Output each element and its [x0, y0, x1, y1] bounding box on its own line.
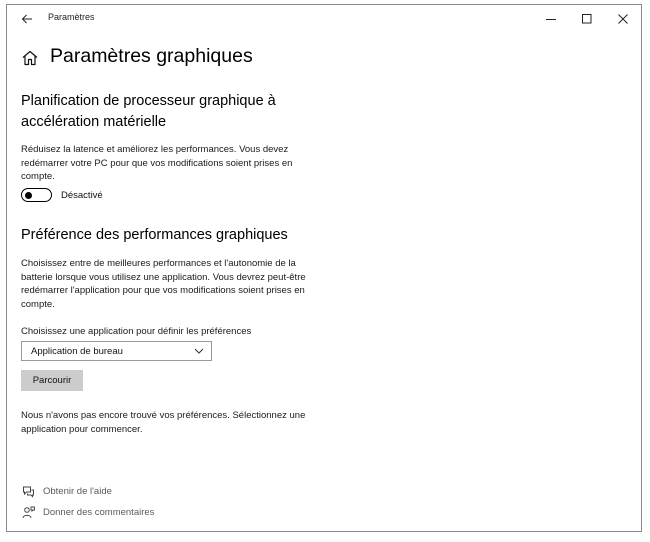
gpu-scheduling-heading: Planification de processeur graphique à accélération matérielle	[21, 93, 276, 130]
toggle-knob	[25, 192, 32, 199]
close-button[interactable]	[605, 5, 641, 32]
no-preferences-message: Nous n'avons pas encore trouvé vos préférences. Sélectionnez une application pour commencer.	[21, 410, 306, 435]
maximize-button[interactable]	[569, 5, 605, 32]
app-select-label: Choisissez une application pour définir les préférences	[21, 326, 252, 337]
gpu-scheduling-toggle-label: Désactivé	[61, 189, 103, 201]
home-icon[interactable]	[21, 49, 39, 67]
help-link-text: Obtenir de l'aide	[43, 485, 112, 497]
person-feedback-icon	[21, 505, 35, 519]
maximize-icon	[582, 14, 592, 24]
gpu-scheduling-toggle-row	[21, 187, 103, 203]
app-type-select[interactable]	[21, 341, 212, 361]
page-title: Paramètres graphiques	[50, 45, 253, 67]
graphics-preference-heading: Préférence des performances graphiques	[21, 227, 288, 243]
gpu-scheduling-toggle[interactable]	[21, 188, 52, 202]
window-title: Paramètres	[48, 12, 95, 22]
settings-window	[6, 4, 642, 532]
minimize-button[interactable]	[533, 5, 569, 32]
feedback-link[interactable]	[21, 504, 221, 520]
minimize-icon	[546, 14, 556, 24]
feedback-link-text: Donner des commentaires	[43, 506, 155, 518]
page-header	[21, 41, 421, 81]
close-icon	[618, 14, 628, 24]
chevron-down-icon	[194, 347, 204, 355]
help-link[interactable]	[21, 483, 221, 499]
chat-help-icon	[21, 484, 35, 498]
title-bar	[7, 5, 641, 32]
back-button[interactable]	[15, 9, 39, 29]
browse-button[interactable]: Parcourir	[21, 370, 83, 391]
app-type-select-value: Application de bureau	[31, 345, 123, 357]
graphics-preference-description: Choisissez entre de meilleures performances et l'autonomie de la batterie lorsque vous utilisez une application. Vous devrez peut-être redémarrer l'application pour que vos modifications soient prises en compte.	[21, 258, 306, 310]
gpu-scheduling-description: Réduisez la latence et améliorez les performances. Vous devez redémarrer votre PC pour que vos modifications soient prises en compte.	[21, 144, 293, 182]
back-arrow-icon	[21, 14, 33, 24]
